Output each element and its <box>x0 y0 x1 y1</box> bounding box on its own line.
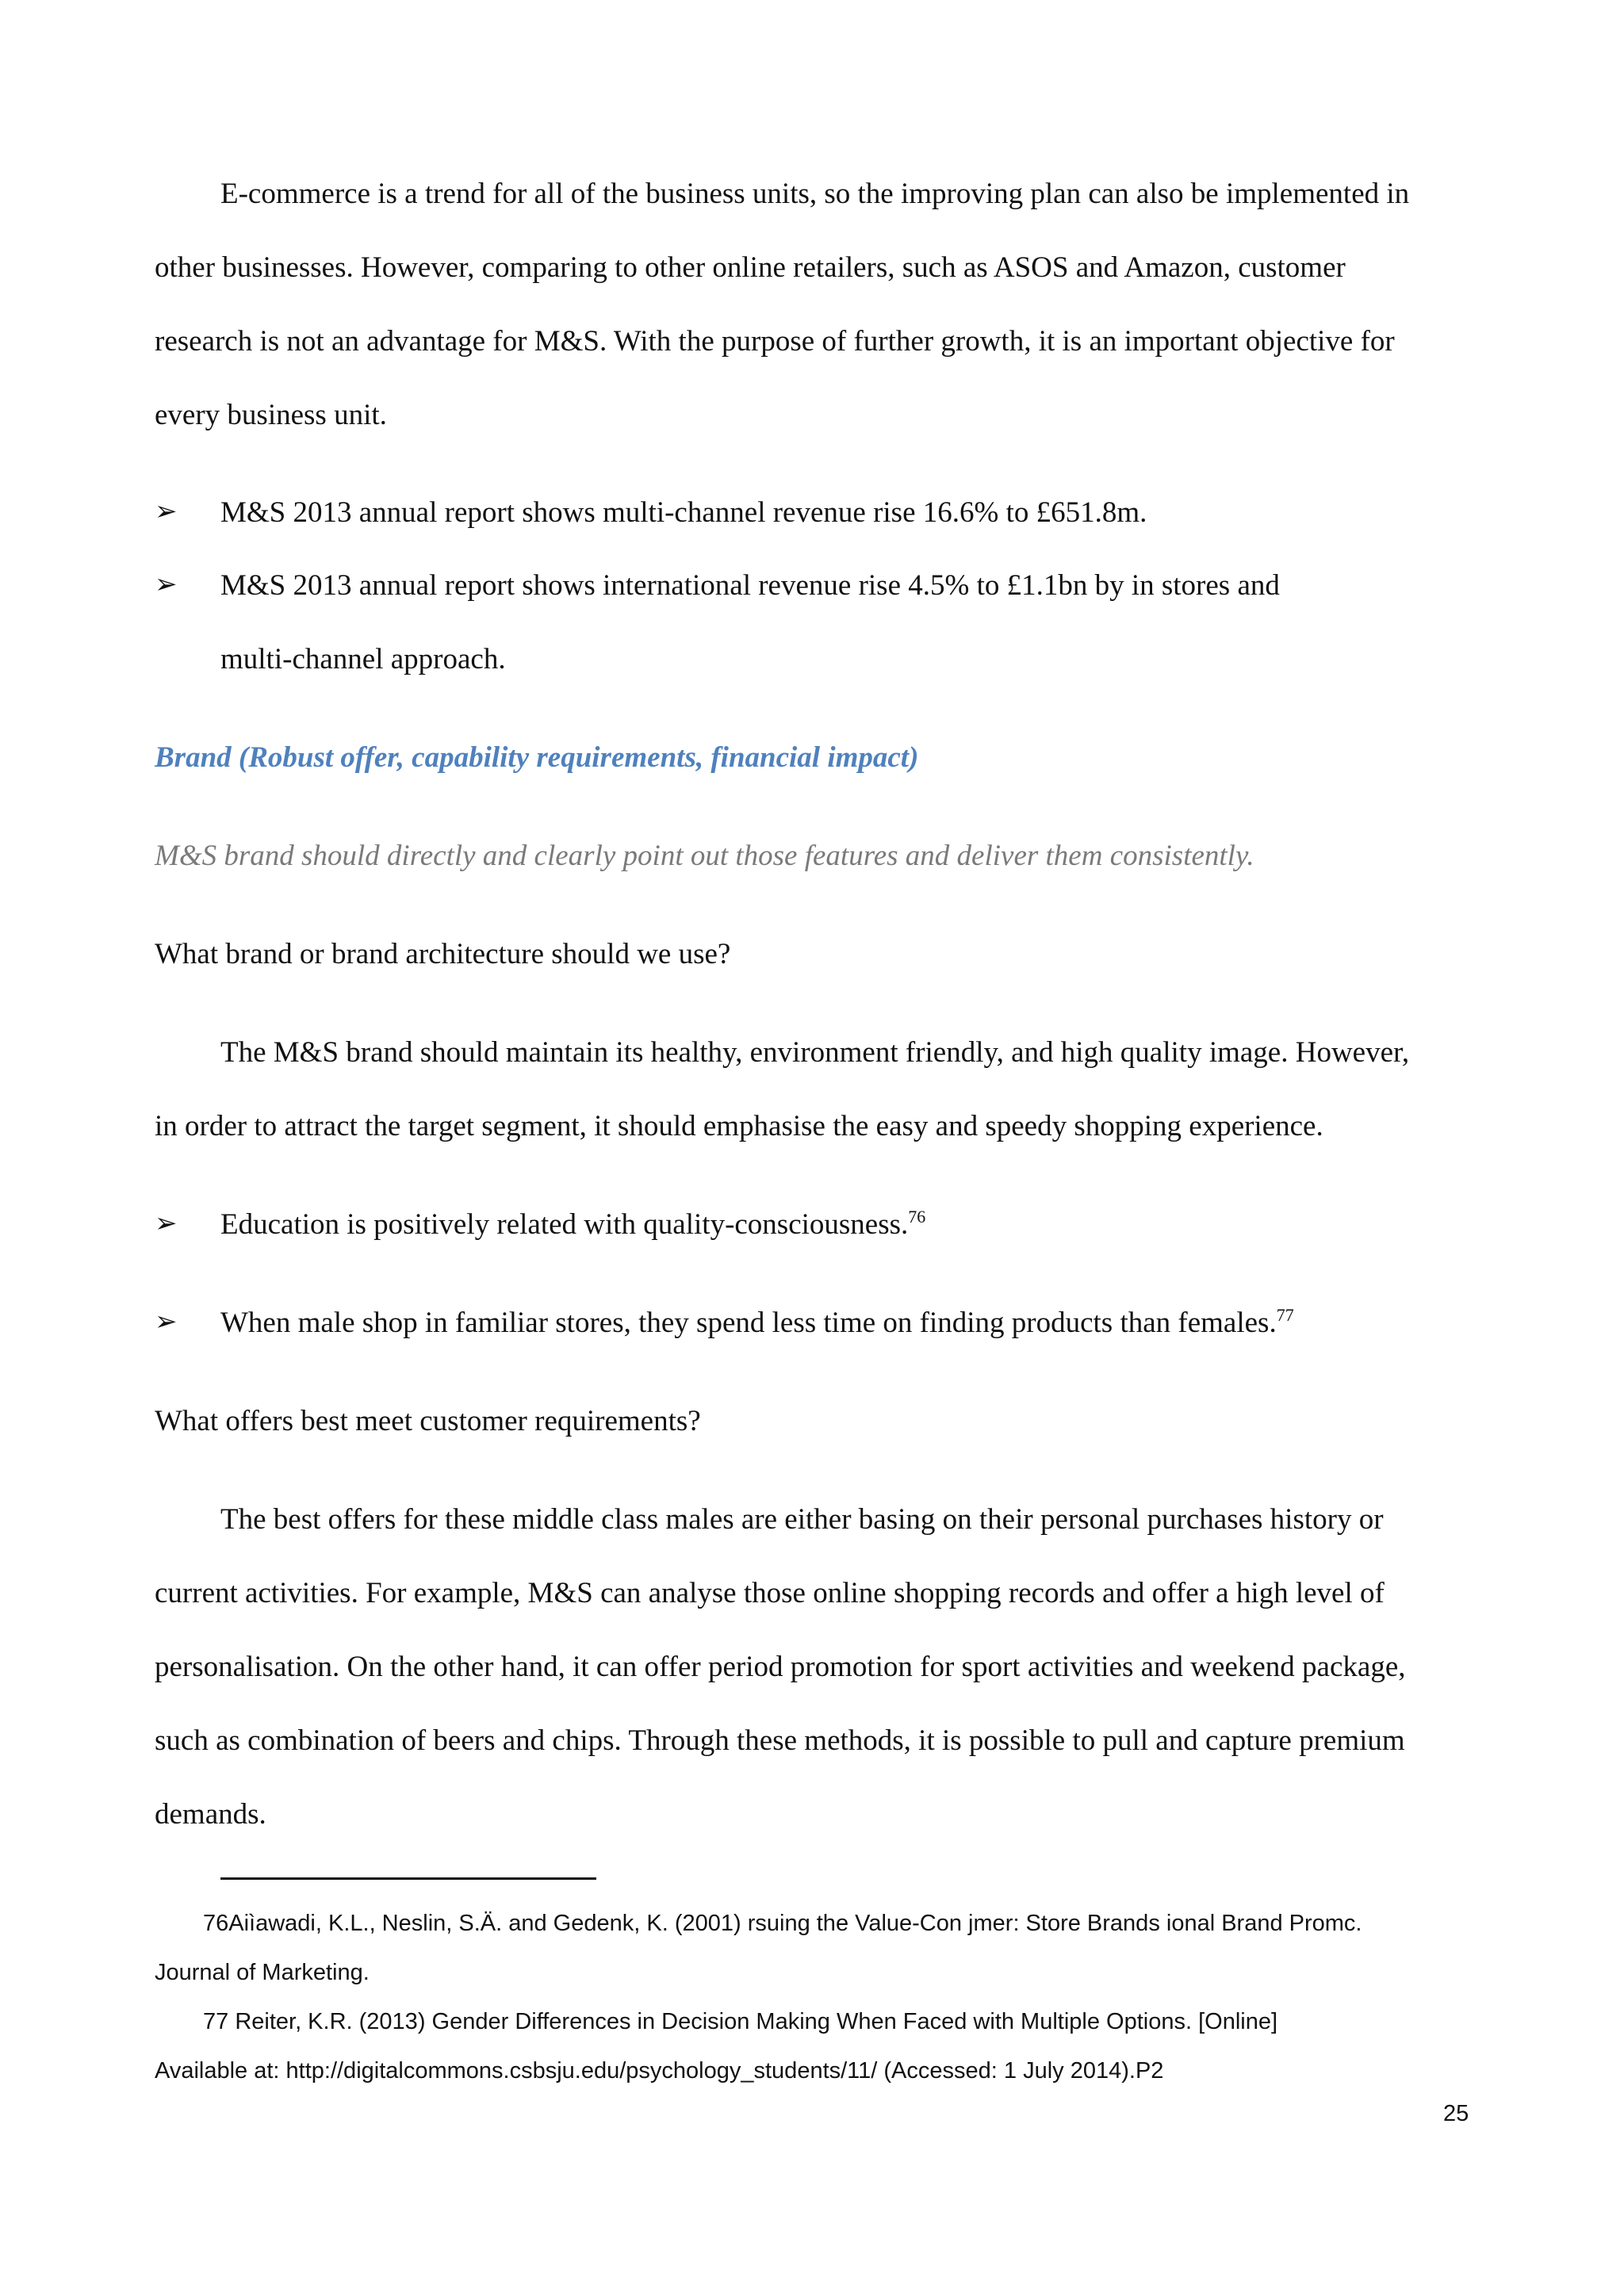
footnote-ref[interactable]: 76 <box>908 1207 926 1226</box>
question-heading: What offers best meet customer requirements? <box>155 1405 701 1437</box>
question-heading: What brand or brand architecture should we use? <box>155 938 731 970</box>
footnote-77-continuation[interactable]: Available at: http://digitalcommons.csbsju.edu/psychology_students/11/ (Accessed: 1 July 2014).P2 <box>155 2058 1164 2084</box>
footnote-76: 76Aiìawadi, K.L., Neslin, S.Ä. and Gedenk, K. (2001) rsuing the Value-Con jmer: Store Brands ional Brand Promc. <box>203 1911 1362 1936</box>
footnote-ref[interactable]: 77 <box>1276 1305 1294 1325</box>
paragraph-1-line-2: other businesses. However, comparing to other online retailers, such as ASOS and Amazon, customer <box>155 251 1346 284</box>
paragraph-2-line-1: The M&S brand should maintain its healthy, environment friendly, and high quality image. However, <box>220 1036 1410 1069</box>
paragraph-3-line-2: current activities. For example, M&S can analyse those online shopping records and offer a high level of <box>155 1577 1385 1609</box>
paragraph-3-line-4: such as combination of beers and chips. Through these methods, it is possible to pull and capture premium <box>155 1724 1405 1757</box>
bullet-item <box>220 1305 1294 1339</box>
section-heading: Brand (Robust offer, capability requirements, financial impact) <box>155 741 919 774</box>
bullet-item-continuation: multi-channel approach. <box>220 643 506 675</box>
page-number: 25 <box>1443 2101 1469 2126</box>
bullet-arrow-icon: ➢ <box>155 1306 178 1337</box>
bullet-item <box>220 1207 926 1241</box>
footnote-separator <box>220 1877 596 1880</box>
bullet-item: M&S 2013 annual report shows international revenue rise 4.5% to £1.1bn by in stores and <box>220 569 1280 602</box>
paragraph-2-line-2: in order to attract the target segment, it should emphasise the easy and speedy shopping experience. <box>155 1110 1323 1142</box>
paragraph-1-line-1: E-commerce is a trend for all of the business units, so the improving plan can also be implemented in <box>220 178 1410 210</box>
bullet-text: When male shop in familiar stores, they spend less time on finding products than females. <box>220 1307 1277 1339</box>
footnote-76-continuation: Journal of Marketing. <box>155 1960 370 1985</box>
paragraph-1-line-3: research is not an advantage for M&S. With the purpose of further growth, it is an important objective for <box>155 325 1395 358</box>
footnote-77: 77 Reiter, K.R. (2013) Gender Differences in Decision Making When Faced with Multiple Options. [Online] <box>203 2009 1278 2034</box>
paragraph-3-line-5: demands. <box>155 1798 266 1831</box>
bullet-item: M&S 2013 annual report shows multi-channel revenue rise 16.6% to £651.8m. <box>220 496 1147 529</box>
paragraph-3-line-1: The best offers for these middle class males are either basing on their personal purchases history or <box>220 1503 1384 1536</box>
bullet-text: Education is positively related with quality-consciousness. <box>220 1208 909 1241</box>
bullet-arrow-icon: ➢ <box>155 568 178 600</box>
bullet-arrow-icon: ➢ <box>155 1207 178 1239</box>
paragraph-1-line-4: every business unit. <box>155 399 387 431</box>
paragraph-3-line-3: personalisation. On the other hand, it can offer period promotion for sport activities and weekend package, <box>155 1651 1406 1683</box>
bullet-arrow-icon: ➢ <box>155 496 178 527</box>
section-subtitle: M&S brand should directly and clearly point out those features and deliver them consistently. <box>155 840 1254 872</box>
